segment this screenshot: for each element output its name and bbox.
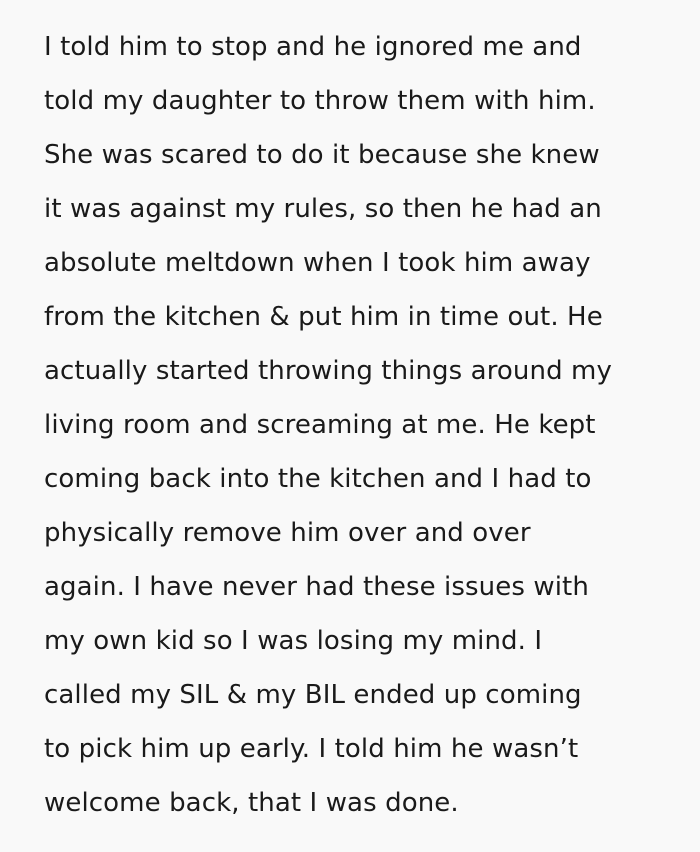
story-line-7: actually started throwing things around my (44, 356, 612, 386)
story-line-2: told my daughter to throw them with him. (44, 86, 596, 116)
story-line-12: my own kid so I was losing my mind. I (44, 626, 543, 656)
story-line-3: She was scared to do it because she knew (44, 140, 600, 170)
story-line-10: physically remove him over and over (44, 518, 531, 548)
story-line-13: called my SIL & my BIL ended up coming (44, 680, 582, 710)
story-line-15: welcome back, that I was done. (44, 788, 459, 818)
story-line-4: it was against my rules, so then he had an (44, 194, 602, 224)
story-line-11: again. I have never had these issues with (44, 572, 589, 602)
story-line-9: coming back into the kitchen and I had to (44, 464, 592, 494)
story-paragraph (44, 20, 680, 830)
story-line-6: from the kitchen & put him in time out. He (44, 302, 603, 332)
story-line-5: absolute meltdown when I took him away (44, 248, 591, 278)
story-line-1: I told him to stop and he ignored me and (44, 32, 582, 62)
story-line-8: living room and screaming at me. He kept (44, 410, 596, 440)
story-line-14: to pick him up early. I told him he wasn’t (44, 734, 579, 764)
